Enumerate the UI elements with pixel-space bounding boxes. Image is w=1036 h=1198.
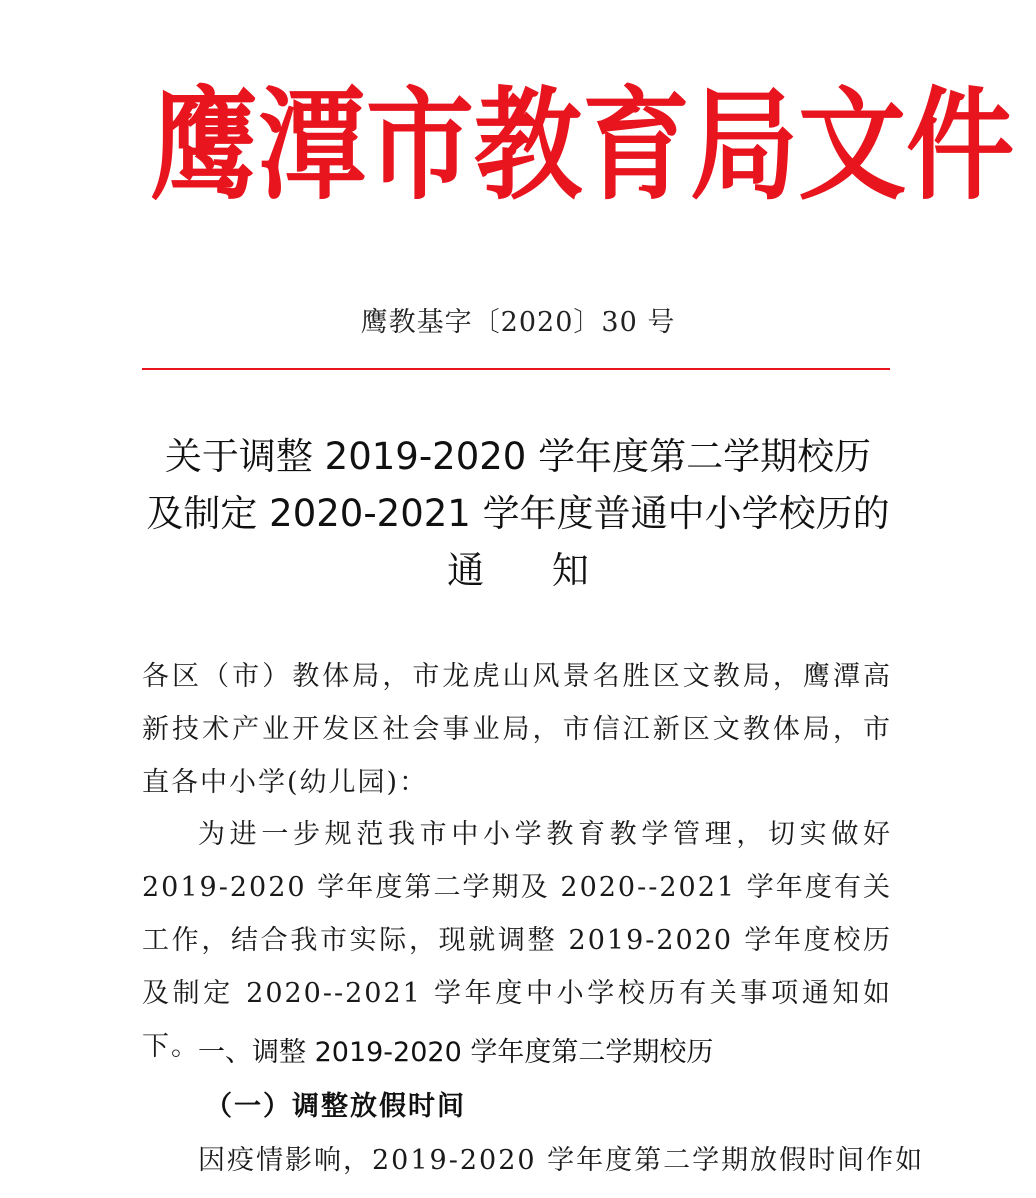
masthead-char: 局 [690, 76, 799, 217]
masthead-char: 市 [366, 76, 475, 217]
masthead-char: 育 [582, 76, 691, 217]
subsection-heading: （一）调整放假时间 [205, 1091, 466, 1122]
addressee-block [142, 650, 892, 809]
red-divider-rule [142, 368, 890, 370]
addressee-paragraph: 各区（市）教体局，市龙虎山风景名胜区文教局，鹰潭高新技术产业开发区社会事业局，市信江新区文教体局，市直各中小学(幼儿园)： [142, 661, 892, 798]
subsection-paragraph: 因疫情影响，2019-2020 学年度第二学期放假时间作如 [198, 1145, 925, 1176]
notice-title [100, 428, 936, 599]
masthead-title [150, 63, 1015, 231]
document-number: 鹰教基字〔2020〕30 号 [360, 307, 676, 338]
masthead-char: 件 [906, 76, 1015, 217]
masthead-char: 教 [474, 76, 583, 217]
section-heading: 一、调整 2019-2020 学年度第二学期校历 [198, 1037, 714, 1068]
notice-title-line: 通 知 [447, 549, 617, 592]
notice-title-line: 关于调整 2019-2020 学年度第二学期校历 [164, 435, 872, 478]
masthead-char: 鹰 [150, 76, 259, 217]
masthead-char: 文 [798, 76, 907, 217]
notice-title-line: 及制定 2020-2021 学年度普通中小学校历的 [146, 492, 890, 535]
intro-paragraph: 为进一步规范我市中小学教育教学管理，切实做好 2019-2020 学年度第二学期及 2020--2021 学年度有关工作，结合我市实际，现就调整 2019-2020 学年度校历及制定 2020--2021 学年度中小学校历有关事项通知如下。 [142, 819, 892, 1062]
masthead-char: 潭 [258, 76, 367, 217]
